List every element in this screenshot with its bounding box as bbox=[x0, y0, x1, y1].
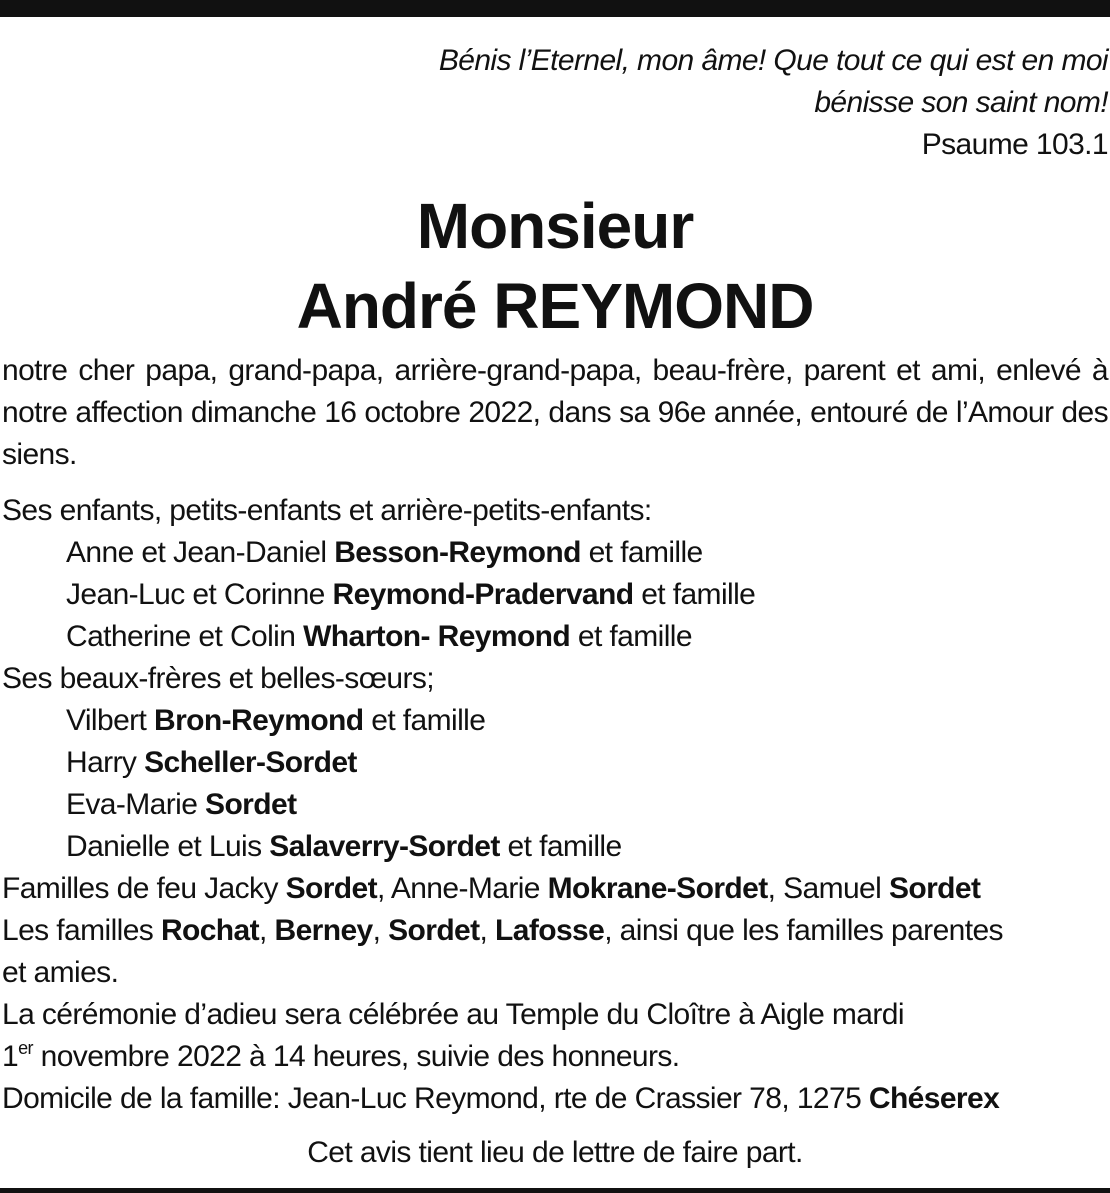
intro-paragraph: notre cher papa, grand-papa, arrière-grand-papa, beau-frère, parent et ami, enlevé à notre affection dimanche 16 octobre 2022, dans sa 96e année, entouré de l’Amour des siens. bbox=[2, 354, 1108, 471]
ceremony-line-2: 1er novembre 2022 à 14 heures, suivie des honneurs. bbox=[2, 1038, 680, 1073]
in-laws-heading: Ses beaux-frères et belles-sœurs; bbox=[2, 662, 435, 695]
late-families-line: Familles de feu Jacky Sordet, Anne-Marie Mokrane-Sordet, Samuel Sordet bbox=[2, 872, 981, 905]
full-name: André REYMOND bbox=[296, 270, 814, 342]
verse-reference: Psaume 103.1 bbox=[921, 128, 1108, 161]
list-item: Danielle et Luis Salaverry-Sordet et famille bbox=[66, 830, 622, 863]
other-families-line-2: et amies. bbox=[2, 956, 119, 989]
other-families-line: Les familles Rochat, Berney, Sordet, Lafosse, ainsi que les familles parentes bbox=[2, 914, 1003, 947]
closing-note: Cet avis tient lieu de lettre de faire part. bbox=[307, 1136, 803, 1169]
list-item: Harry Scheller-Sordet bbox=[66, 746, 357, 779]
list-item: Vilbert Bron-Reymond et famille bbox=[66, 704, 486, 737]
list-item: Jean-Luc et Corinne Reymond-Pradervand et famille bbox=[66, 578, 756, 611]
children-heading: Ses enfants, petits-enfants et arrière-petits-enfants: bbox=[2, 494, 652, 527]
ceremony-line-1: La cérémonie d’adieu sera célébrée au Temple du Cloître à Aigle mardi bbox=[2, 998, 904, 1031]
bottom-rule bbox=[0, 1188, 1110, 1193]
family-list bbox=[2, 490, 1108, 1120]
bible-verse bbox=[439, 40, 1108, 166]
list-item: Eva-Marie Sordet bbox=[66, 788, 297, 821]
domicile-line: Domicile de la famille: Jean-Luc Reymond, rte de Crassier 78, 1275 Chéserex bbox=[2, 1082, 1000, 1115]
deceased-name-heading bbox=[0, 186, 1110, 346]
verse-line-2: bénisse son saint nom! bbox=[814, 86, 1108, 119]
salutation: Monsieur bbox=[416, 190, 694, 262]
top-rule bbox=[0, 0, 1110, 17]
list-item: Catherine et Colin Wharton- Reymond et famille bbox=[66, 620, 692, 653]
list-item: Anne et Jean-Daniel Besson-Reymond et famille bbox=[66, 536, 703, 569]
verse-line-1: Bénis l’Eternel, mon âme! Que tout ce qui est en moi bbox=[438, 44, 1108, 77]
